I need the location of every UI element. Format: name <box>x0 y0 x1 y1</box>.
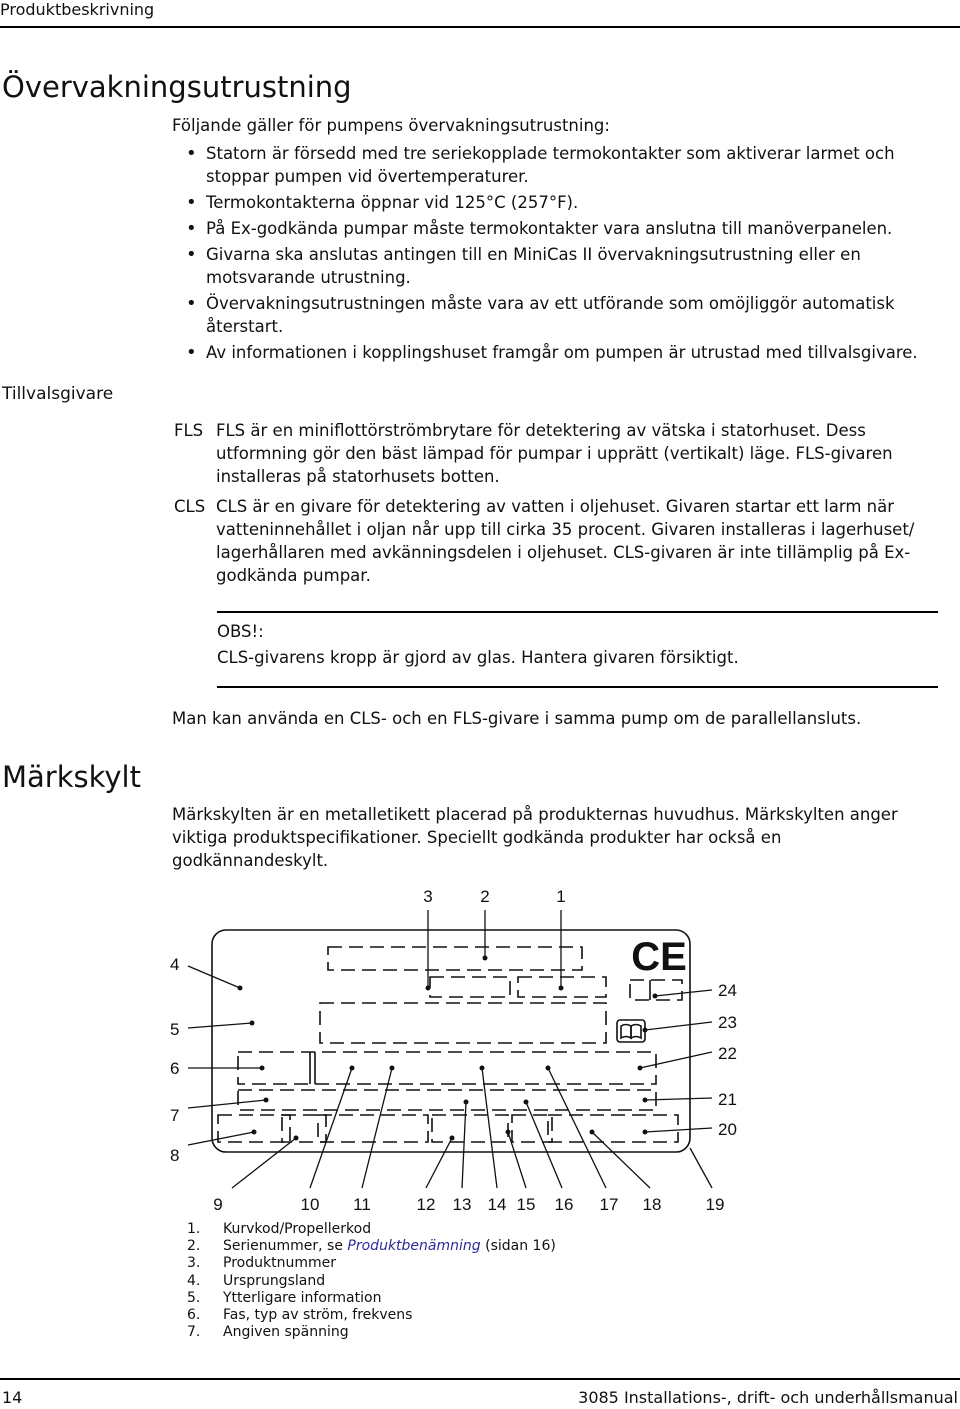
callout-6: 6 <box>170 1059 180 1078</box>
callout-2: 2 <box>480 887 490 906</box>
side-label-optional-sensors: Tillvalsgivare <box>2 384 114 404</box>
bullet-item: • Övervakningsutrustningen måste vara av ett utförande som omöjliggör automatisk återstart. <box>178 292 948 338</box>
definition-desc: FLS är en miniflottörströmbrytare för detektering av vätska i statorhuset. Dess utformning gör den bäst lämpad för pumpar i upprätt (vertikalt) läge. FLS-givaren installeras på statorhusets botten. <box>216 421 893 486</box>
manual-title: 3085 Installations-, drift- och underhållsmanual <box>578 1388 958 1407</box>
nameplate-legend <box>187 1221 556 1341</box>
callout-24: 24 <box>718 981 737 1000</box>
callout-15: 15 <box>516 1195 536 1214</box>
monitoring-intro: Följande gäller för pumpens övervakningsutrustning: <box>172 116 610 135</box>
nameplate-fields <box>218 947 682 1142</box>
legend-item: 7. Angiven spänning <box>187 1324 349 1341</box>
callout-20: 20 <box>718 1120 737 1139</box>
bullet-item: • På Ex-godkända pumpar måste termokontakter vara anslutna till manöverpanelen. <box>178 217 948 240</box>
nameplate-diagram <box>0 870 960 1220</box>
section-title-monitoring: Övervakningsutrustning <box>2 70 352 104</box>
svg-text:CE: CE <box>631 935 687 979</box>
callout-21: 21 <box>718 1090 737 1109</box>
callout-23: 23 <box>718 1013 737 1032</box>
definition-cls <box>174 495 934 587</box>
nameplate-text: Märkskylten är en metalletikett placerad på produkternas huvudhus. Märkskylten anger viktiga produktspecifikationer. Speciellt godkända produkter har också en godkännandeskylt. <box>172 805 898 870</box>
callout-17: 17 <box>599 1195 619 1214</box>
callout-9: 9 <box>213 1195 223 1214</box>
legend-item: 4. Ursprungsland <box>187 1272 326 1289</box>
callout-11: 11 <box>353 1195 371 1214</box>
definition-fls <box>174 419 934 488</box>
definition-term: CLS <box>174 497 206 516</box>
header-rule <box>0 26 960 28</box>
link-produktbenamning[interactable]: Produktbenämning <box>347 1238 481 1255</box>
definition-desc: CLS är en givare för detektering av vatten i oljehuset. Givaren startar ett larm när vatteninnehållet i oljan når upp till cirka 35 procent. Givaren installeras i lagerhuset/ lagerhållaren med avkänningsdelen i oljehuset. CLS-givaren är inte tillämplig på Ex-godkända pumpar. <box>216 497 915 585</box>
legend-item: 1. Kurvkod/Propellerkod <box>187 1221 372 1237</box>
running-header: Produktbeskrivning <box>0 0 155 19</box>
bullet-item: • Termokontakterna öppnar vid 125°C (257°F). <box>178 191 948 214</box>
book-icon <box>617 1020 645 1042</box>
callout-13: 13 <box>452 1195 472 1214</box>
legend-item: 3. Produktnummer <box>187 1255 336 1272</box>
legend-item: 5. Ytterligare information <box>187 1289 382 1306</box>
callout-12: 12 <box>416 1195 436 1214</box>
callout-7: 7 <box>170 1106 180 1125</box>
note-rule-bottom <box>217 686 938 688</box>
callout-4: 4 <box>170 955 180 974</box>
page-number: 14 <box>2 1388 23 1407</box>
callout-16: 16 <box>554 1195 574 1214</box>
sensor-footnote: Man kan använda en CLS- och en FLS-givare i samma pump om de parallellansluts. <box>172 709 862 728</box>
definition-term: FLS <box>174 421 204 440</box>
legend-item: 2. Serienummer, se Produktbenämning (sidan 16) <box>187 1238 556 1255</box>
note-label: OBS!: <box>217 622 264 641</box>
callout-1: 1 <box>556 887 566 906</box>
ce-mark-icon <box>631 935 687 979</box>
monitoring-bullet-list <box>178 142 948 367</box>
callout-10: 10 <box>300 1195 320 1214</box>
callout-18: 18 <box>642 1195 662 1214</box>
callout-8: 8 <box>170 1146 180 1165</box>
callout-5: 5 <box>170 1020 180 1039</box>
callout-19: 19 <box>705 1195 725 1214</box>
footer-rule <box>0 1378 960 1380</box>
note-rule-top <box>217 611 938 613</box>
note-text: CLS-givarens kropp är gjord av glas. Hantera givaren försiktigt. <box>217 648 739 667</box>
bullet-item: • Statorn är försedd med tre seriekopplade termokontakter som aktiverar larmet och stoppar pumpen vid övertemperaturer. <box>178 142 948 188</box>
callout-3: 3 <box>423 887 433 906</box>
bullet-item: • Av informationen i kopplingshuset framgår om pumpen är utrustad med tillvalsgivare. <box>178 341 948 364</box>
bullet-item: • Givarna ska anslutas antingen till en MiniCas II övervakningsutrustning eller en motsvarande utrustning. <box>178 243 948 289</box>
callout-dots <box>238 956 658 1141</box>
callout-22: 22 <box>718 1044 737 1063</box>
callout-14: 14 <box>487 1195 507 1214</box>
legend-item: 6. Fas, typ av ström, frekvens <box>187 1307 413 1324</box>
section-title-nameplate: Märkskylt <box>2 760 141 794</box>
